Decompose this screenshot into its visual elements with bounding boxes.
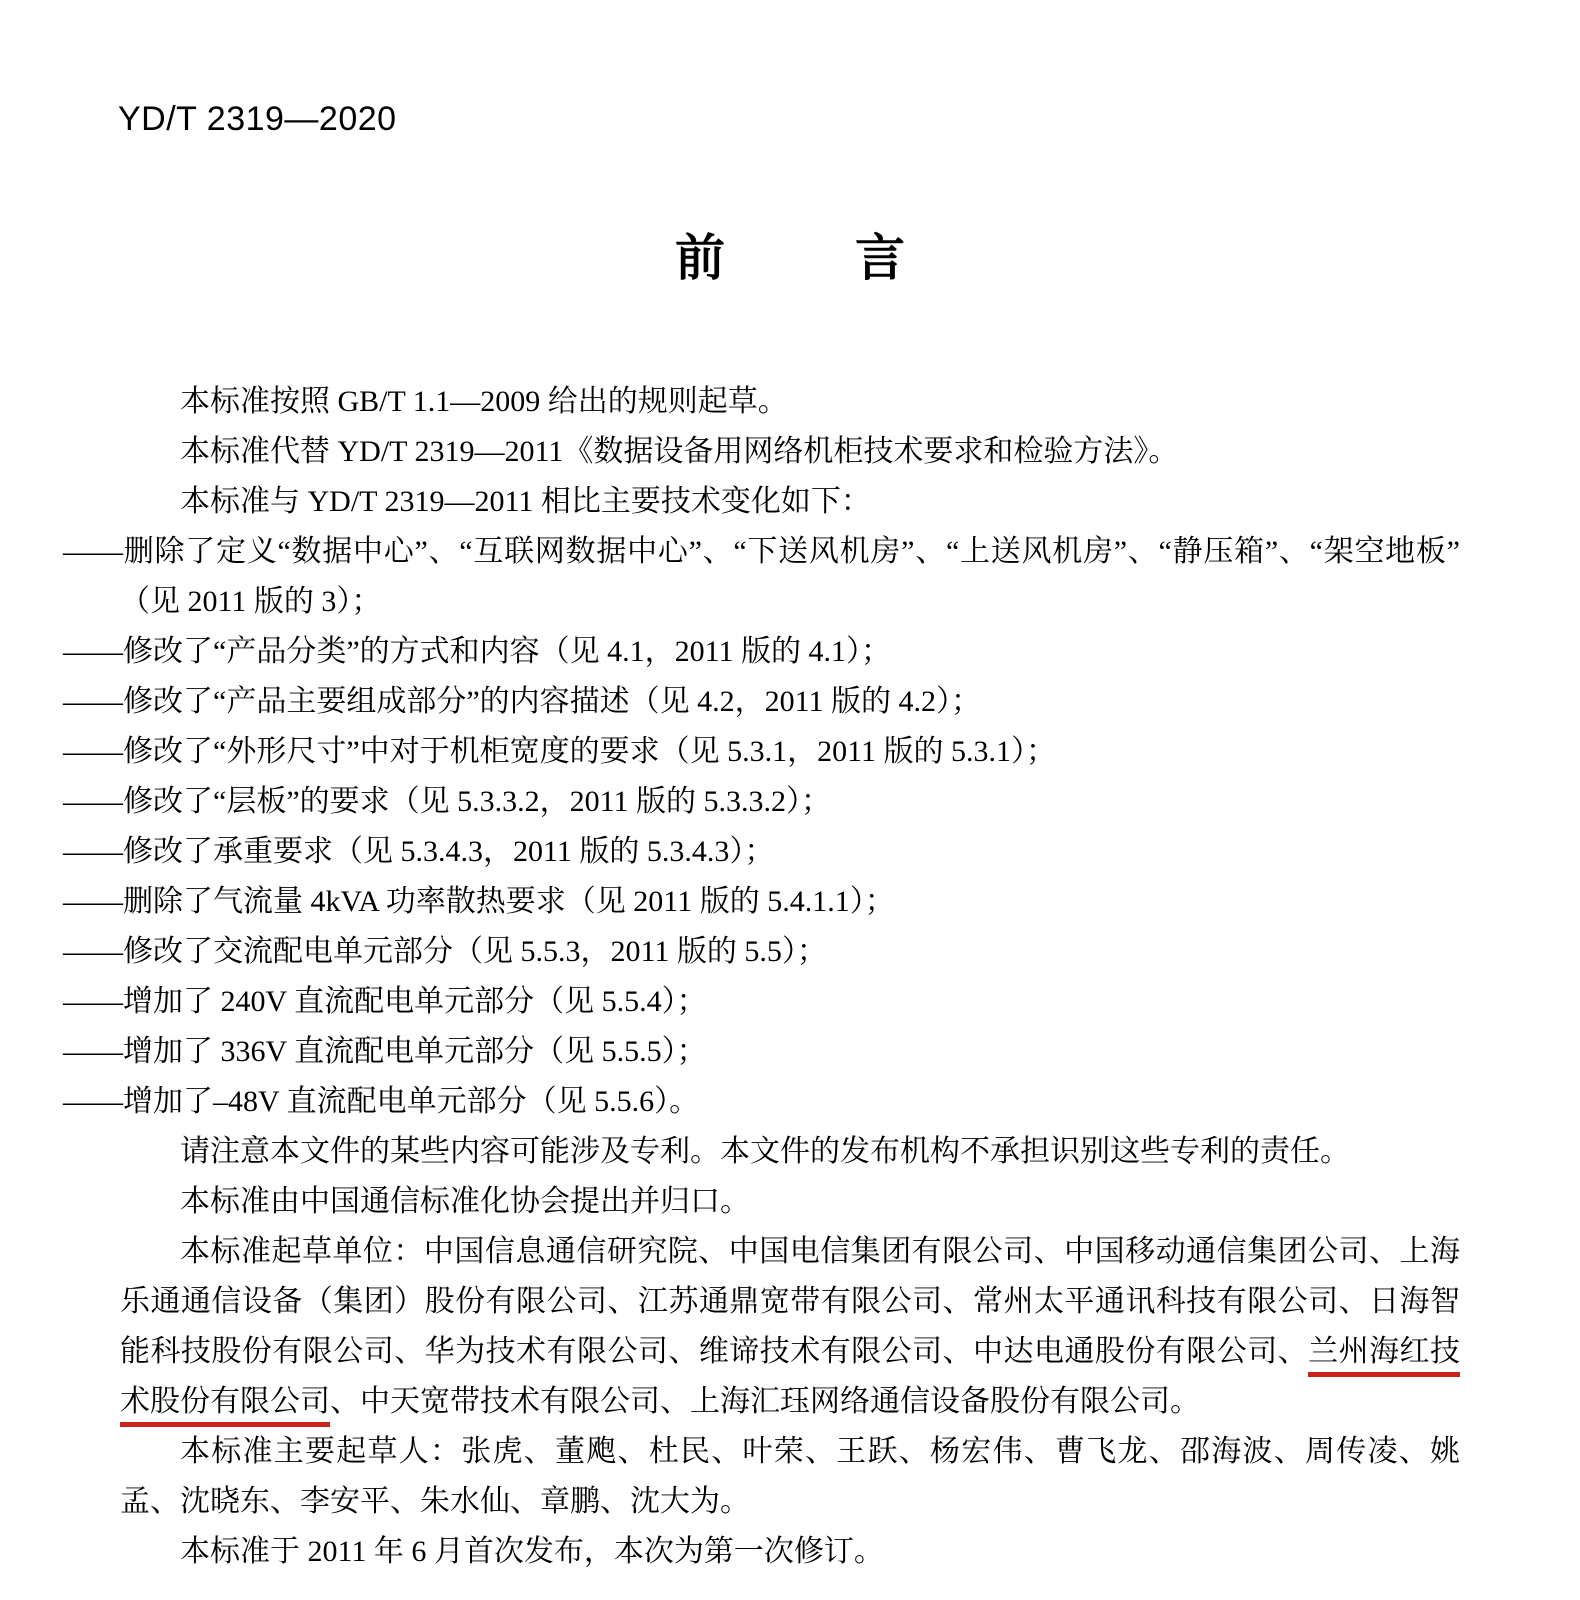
paragraph-drafters: 本标准主要起草人：张虎、董飑、杜民、叶荣、王跃、杨宏伟、曹飞龙、邵海波、周传凌、姚孟、沈晓东、李安平、朱水仙、章鹏、沈大为。 [120, 1435, 1460, 1518]
change-item-9: ——增加了 240V 直流配电单元部分（见 5.5.4）； [63, 985, 707, 1018]
paragraph-drafting-units [120, 1227, 1460, 1427]
change-item-4: ——修改了“外形尺寸”中对于机柜宽度的要求（见 5.3.1，2011 版的 5.3.1）； [63, 735, 1057, 768]
paragraph-patent-notice: 请注意本文件的某些内容可能涉及专利。本文件的发布机构不承担识别这些专利的责任。 [180, 1135, 1350, 1168]
change-item-5: ——修改了“层板”的要求（见 5.3.3.2，2011 版的 5.3.3.2）； [63, 785, 832, 818]
paragraph-drafting-rule: 本标准按照 GB/T 1.1—2009 给出的规则起草。 [180, 385, 788, 418]
standard-number: YD/T 2319—2020 [118, 100, 397, 138]
paragraph-publication-history: 本标准于 2011 年 6 月首次发布，本次为第一次修订。 [180, 1535, 884, 1568]
change-item-10: ——增加了 336V 直流配电单元部分（见 5.5.5）； [63, 1035, 707, 1068]
change-item-7: ——删除了气流量 4kVA 功率散热要求（见 2011 版的 5.4.1.1）； [63, 885, 895, 918]
change-item-8: ——修改了交流配电单元部分（见 5.5.3，2011 版的 5.5）； [63, 935, 827, 968]
change-item-3: ——修改了“产品主要组成部分”的内容描述（见 4.2，2011 版的 4.2）； [63, 685, 982, 718]
paragraph-changes-intro: 本标准与 YD/T 2319—2011 相比主要技术变化如下： [180, 485, 871, 518]
change-item-11: ——增加了–48V 直流配电单元部分（见 5.5.6）。 [63, 1085, 700, 1118]
drafting-units-tail: 、中天宽带技术有限公司、上海汇珏网络通信设备股份有限公司。 [330, 1385, 1200, 1418]
page-title [0, 228, 1580, 288]
document-body [63, 377, 1461, 1577]
page-title-text: 前言 [675, 230, 1035, 286]
drafting-units-highlighted-company: 兰州海红技术股份有限公司 [120, 1335, 1460, 1427]
change-item-1: ——删除了定义“数据中心”、“互联网数据中心”、“下送风机房”、“上送风机房”、“静压箱”、“架空地板”（见 2011 版的 3）； [63, 535, 1460, 618]
drafting-units-lead-in: 本标准起草单位：中国信息通信研究院、中国电信集团有限公司、中国移动通信集团公司、上海乐通通信设备（集团）股份有限公司、江苏通鼎宽带有限公司、常州太平通讯科技有限公司、日海智能科技股份有限公司、华为技术有限公司、维谛技术有限公司、中达电通股份有限公司、 [120, 1235, 1460, 1368]
change-item-6: ——修改了承重要求（见 5.3.4.3，2011 版的 5.3.4.3）； [63, 835, 775, 868]
paragraph-replaces: 本标准代替 YD/T 2319—2011《数据设备用网络机柜技术要求和检验方法》。 [180, 435, 1179, 468]
paragraph-committee: 本标准由中国通信标准化协会提出并归口。 [180, 1185, 750, 1218]
change-item-2: ——修改了“产品分类”的方式和内容（见 4.1，2011 版的 4.1）； [63, 635, 892, 668]
